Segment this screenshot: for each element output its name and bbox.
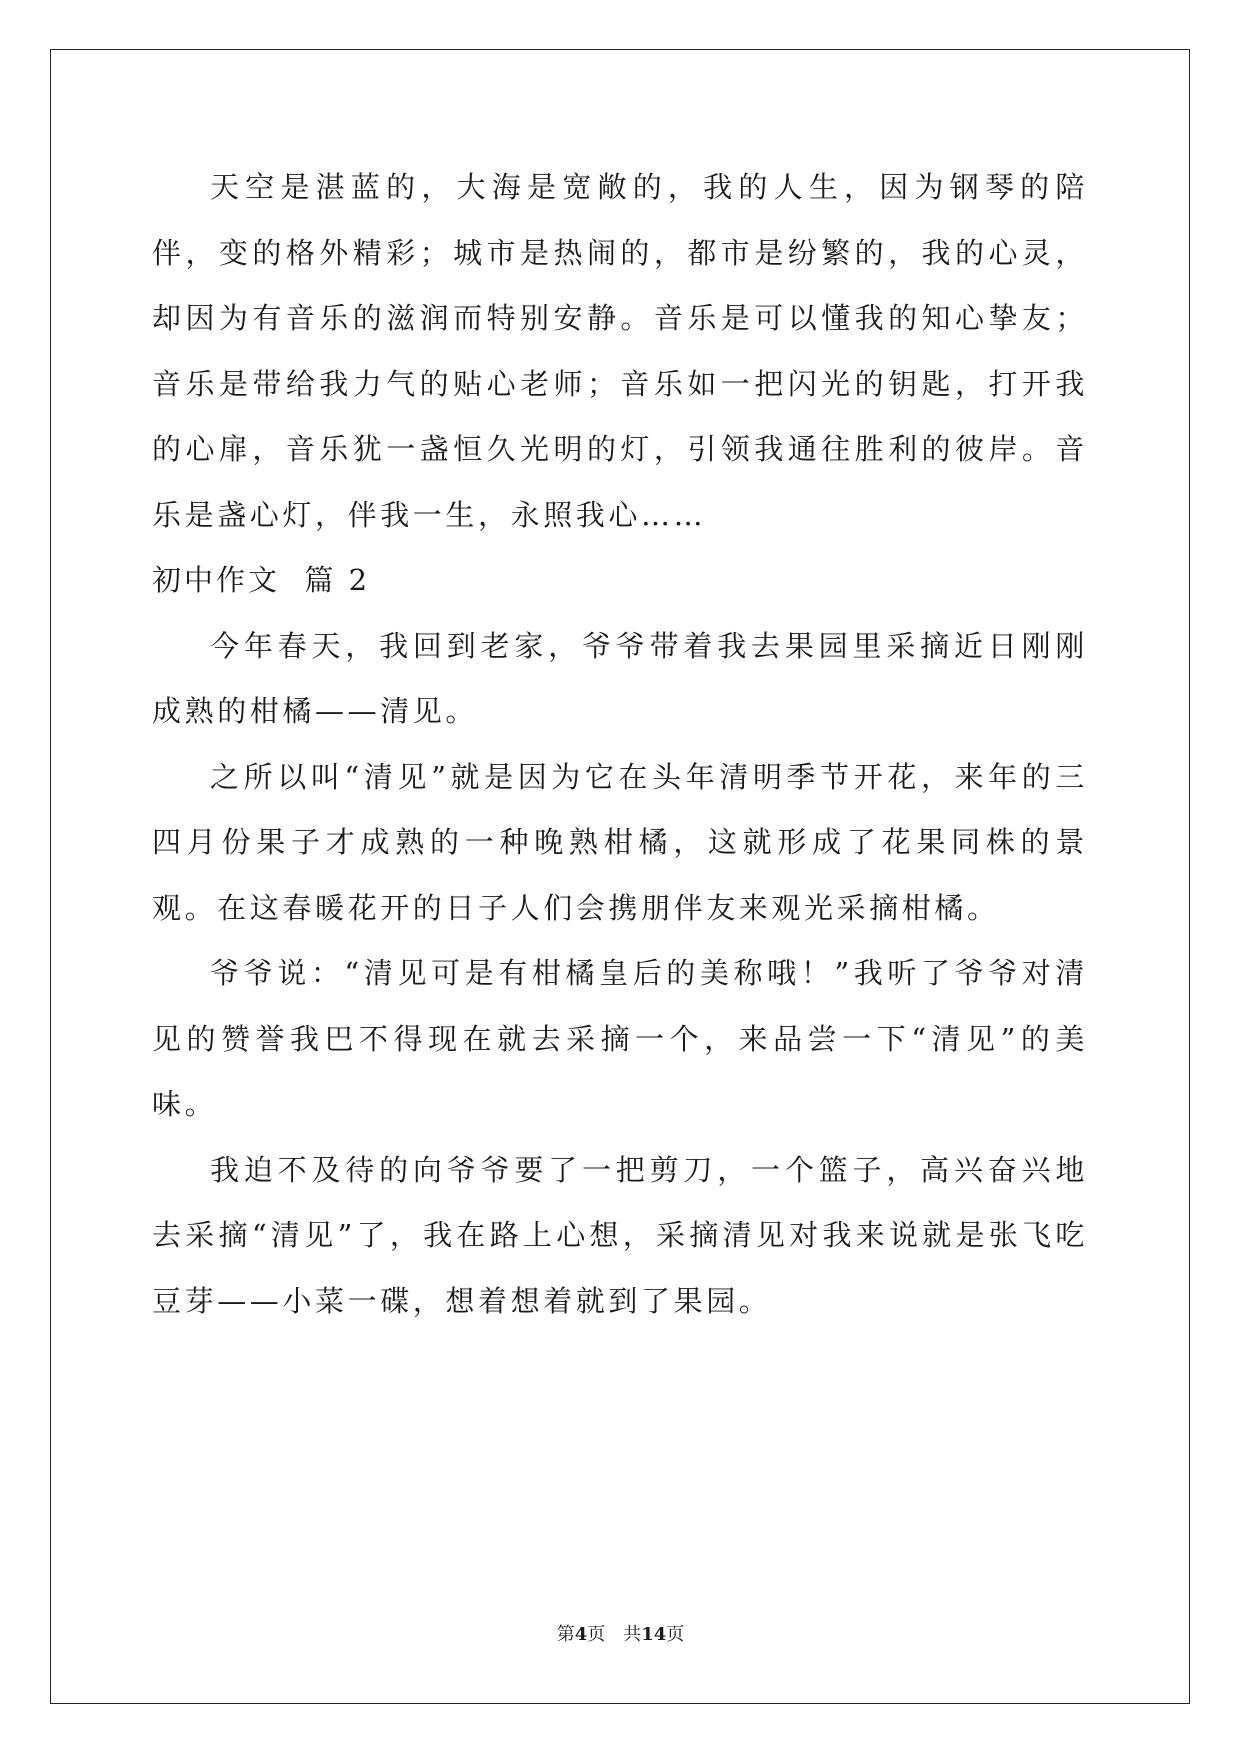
paragraph-3: 爷爷说：“清见可是有柑橘皇后的美称哦！”我听了爷爷对清见的赞誉我巴不得现在就去采摘一个，来品尝一下“清见”的美味。 [152, 956, 1088, 1121]
page-number: 4 [574, 1624, 588, 1645]
paragraph-1: 今年春天，我回到老家，爷爷带着我去果园里采摘近日刚刚成熟的柑橘——清见。 [152, 628, 1088, 728]
total-suffix: 页 [666, 1624, 685, 1645]
total-prefix: 共 [623, 1624, 642, 1645]
page-suffix: 页 [587, 1624, 606, 1645]
page-footer [0, 1620, 1241, 1646]
document-body [152, 155, 1088, 1334]
paragraph-music: 天空是湛蓝的，大海是宽敞的，我的人生，因为钢琴的陪伴，变的格外精彩；城市是热闹的，都市是纷繁的，我的心灵，却因为有音乐的滋润而特别安静。音乐是可以懂我的知心挚友；音乐是带给我力气的贴心老师；音乐如一把闪光的钥匙，打开我的心扉，音乐犹一盏恒久光明的灯，引领我通往胜利的彼岸。音乐是盏心灯，伴我一生，永照我心…… [152, 170, 1088, 532]
paragraph-2: 之所以叫“清见”就是因为它在头年清明季节开花，来年的三四月份果子才成熟的一种晚熟柑橘，这就形成了花果同株的景观。在这春暖花开的日子人们会携朋伴友来观光采摘柑橘。 [152, 759, 1088, 925]
section-heading: 初中作文 篇 2 [152, 563, 371, 597]
paragraph-4: 我迫不及待的向爷爷要了一把剪刀，一个篮子，高兴奋兴地去采摘“清见”了，我在路上心想，采摘清见对我来说就是张飞吃豆芽——小菜一碟，想着想着就到了果园。 [152, 1152, 1088, 1318]
page-prefix: 第 [556, 1624, 575, 1645]
total-pages: 14 [641, 1624, 667, 1645]
